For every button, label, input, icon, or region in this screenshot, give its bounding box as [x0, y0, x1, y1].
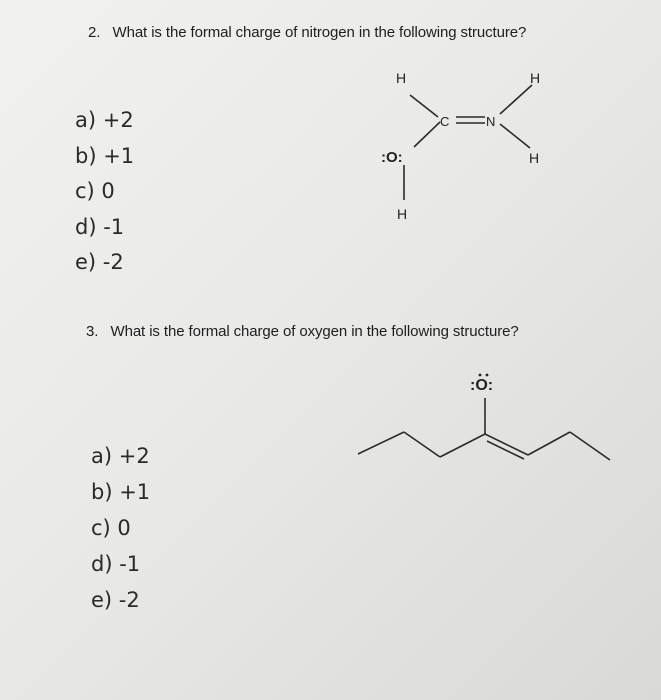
bond-c5-c6 [528, 432, 570, 455]
bond-c2-c3 [404, 432, 440, 457]
q2-choice-c: c) 0 [75, 179, 115, 203]
question-2-number: 2. [88, 24, 101, 41]
q2-choice-a: a) +2 [75, 108, 134, 132]
q2-choice-b: b) +1 [75, 143, 135, 168]
q3-choice-c: c) 0 [91, 516, 131, 540]
q2-choice-e: e) -2 [75, 250, 124, 274]
q2-choice-d: d) -1 [75, 214, 125, 239]
question-2-text: What is the formal charge of nitrogen in the following structure? [112, 24, 527, 41]
lone-pair-dot [479, 374, 482, 377]
question-3-number: 3. [86, 323, 99, 340]
atom-carbon: C [440, 114, 450, 129]
bond-c6-c7 [570, 432, 610, 460]
atom-h-top-right: H [530, 70, 541, 86]
q3-choice-e: e) -2 [91, 588, 140, 612]
bond-c3-c4 [440, 434, 485, 457]
lone-pair-dot [486, 374, 489, 377]
atom-nitrogen: N [486, 114, 496, 129]
bond-c1-c2 [358, 432, 404, 454]
question-3-text: What is the formal charge of oxygen in the following structure? [110, 323, 519, 340]
atom-h-top-left: H [396, 70, 407, 86]
atom-h-right: H [529, 150, 540, 166]
atom-oxygen: :O: [381, 149, 403, 166]
atom-h-bottom: H [397, 206, 408, 222]
q3-choice-d: d) -1 [91, 552, 141, 576]
bond-c4-c5-1 [485, 434, 528, 455]
atom-oxygen-q3: :O: [470, 377, 494, 394]
q3-choice-b: b) +1 [91, 480, 151, 504]
q3-choice-a: a) +2 [91, 444, 150, 468]
